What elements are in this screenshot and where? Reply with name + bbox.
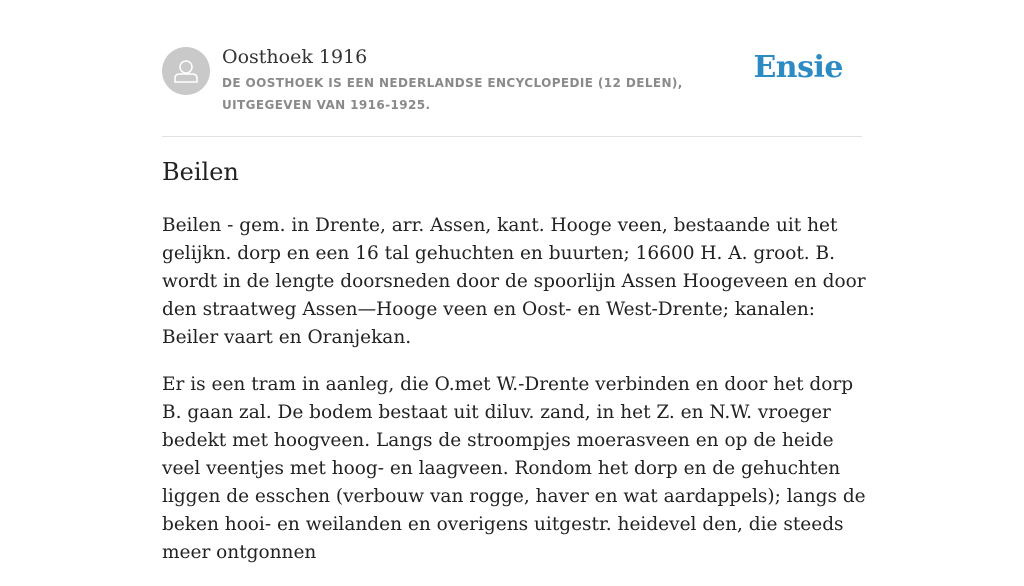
ensie-logo[interactable]: Ensie (753, 50, 843, 85)
user-icon (162, 47, 210, 95)
source-header (162, 44, 862, 137)
article-paragraph: Beilen - gem. in Drente, arr. Assen, kant. Hooge veen, bestaande uit het gelijkn. dorp en een 16 tal gehuchten en buurten; 16600 H. A. groot. B. wordt in de lengte doorsneden door de spoorlijn Assen Hoogeveen en door den straatweg Assen—Hooge veen en Oost- en West-Drente; kanalen: Beiler vaart en Oranjekan. (162, 215, 866, 348)
source-title[interactable]: Oosthoek 1916 (222, 46, 368, 68)
article-title: Beilen (162, 158, 239, 186)
source-description: DE OOSTHOEK IS EEN NEDERLANDSE ENCYCLOPEDIE (12 DELEN), UITGEGEVEN VAN 1916-1925. (222, 76, 683, 112)
article-body (162, 212, 867, 586)
avatar[interactable] (162, 47, 210, 95)
article-paragraph: Er is een tram in aanleg, die O.met W.-Drente verbinden en door het dorp B. gaan zal. De bodem bestaat uit diluv. zand, in het Z. en N.W. vroeger bedekt met hoogveen. Langs de stroompjes moerasveen en op de heide veel veentjes met hoog- en laagveen. Rondom het dorp en de gehuchten liggen de esschen (verbouw van rogge, haver en wat aardappels); langs de beken hooi- en weilanden en overigens uitgestr. heidevel den, die steeds meer ontgonnen (162, 374, 866, 563)
